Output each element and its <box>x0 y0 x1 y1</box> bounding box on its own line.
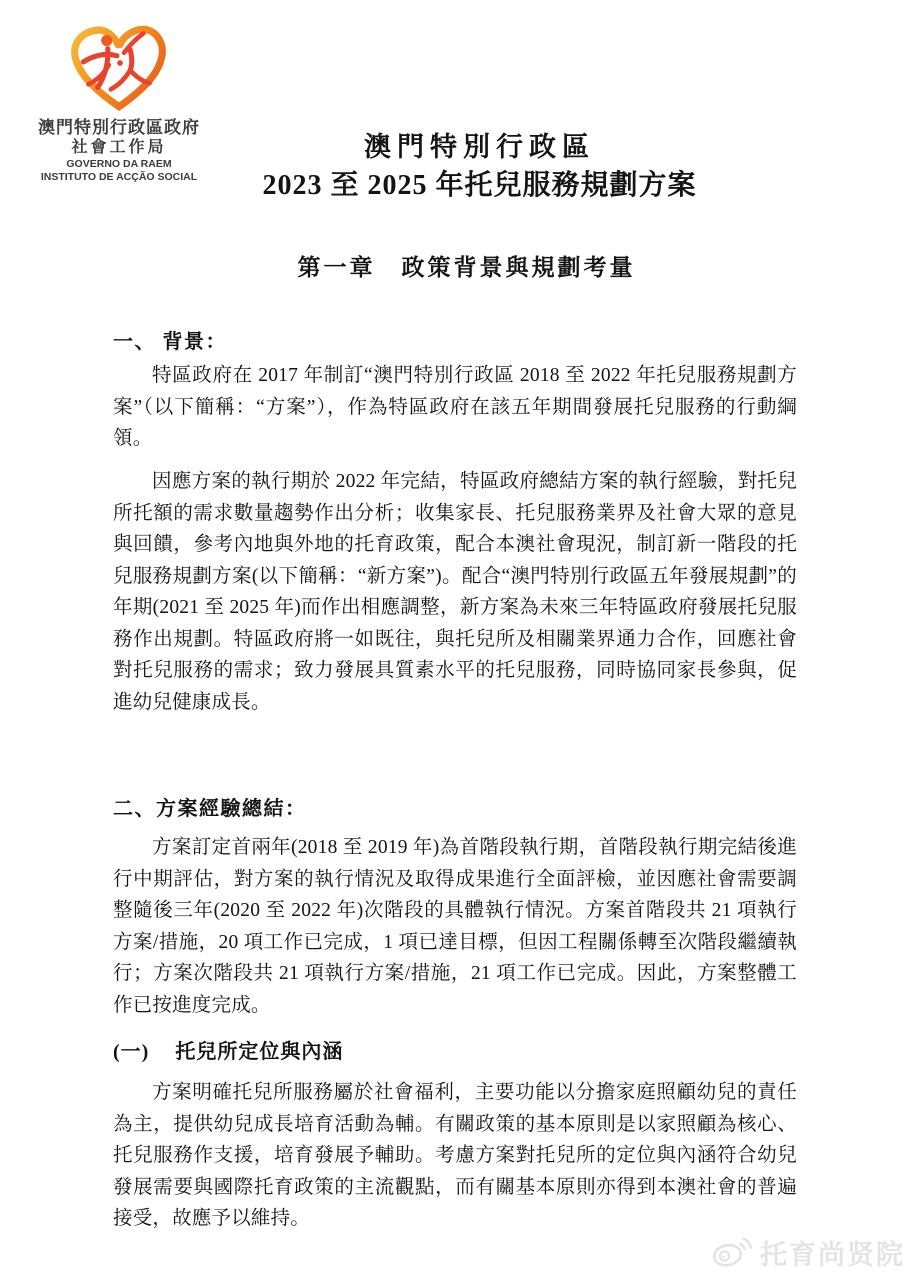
watermark <box>709 1233 905 1272</box>
section-2-heading: 二、方案經驗總結： <box>113 798 307 820</box>
weibo-icon <box>709 1235 753 1271</box>
section-1-paragraph-2: 因應方案的執行期於 2022 年完結，特區政府總結方案的執行經驗，對托兒所托額的需求數量趨勢作出分析；收集家長、托兒服務業界及社會大眾的意見與回饋，參考內地與外地的托育政策，配合本澳社會現況，制訂新一階段的托兒服務規劃方案(以下簡稱：“新方案”)。配合“澳門特別行政區五年發展規劃”的年期(2021 至 2025 年)而作出相應調整，新方案為未來三年特區政府發展托兒服務作出規劃。特區政府將一如既往，與托兒所及相關業界通力合作，回應社會對托兒服務的需求；致力發展具質素水平的托兒服務，同時協同家長參與，促進幼兒健康成長。 <box>113 471 797 713</box>
document-title-line1: 澳門特別行政區 <box>364 132 595 162</box>
agency-name-zh-line1: 澳門特別行政區政府 <box>38 118 200 137</box>
agency-name-pt-line2: INSTITUTO DE ACÇÃO SOCIAL <box>40 171 198 183</box>
section-1-paragraph-1: 特區政府在 2017 年制訂“澳門特別行政區 2018 至 2022 年托兒服務規劃方案”（以下簡稱：“方案”），作為特區政府在該五年期間發展托兒服務的行動綱領。 <box>113 365 797 449</box>
subsection-1-paragraph-1: 方案明確托兒所服務屬於社會福利，主要功能以分擔家庭照顧幼兒的責任為主，提供幼兒成長培育活動為輔。有關政策的基本原則是以家照顧為核心、托兒服務作支援，培育發展予輔助。考慮方案對托兒所的定位與內涵符合幼兒發展需要與國際托育政策的主流觀點，而有關基本原則亦得到本澳社會的普遍接受，故應予以維持。 <box>113 1082 797 1229</box>
subsection-1-title: 托兒所定位與內涵 <box>175 1041 344 1063</box>
agency-name-pt-line1: GOVERNO DA RAEM <box>66 158 172 170</box>
chapter-heading: 第一章 政策背景與規劃考量 <box>297 255 636 280</box>
agency-name-zh-line2: 社會工作局 <box>71 139 167 156</box>
subsection-1-number: (一) <box>113 1041 150 1063</box>
subsection-1-heading <box>113 1035 343 1064</box>
document-title-line2: 2023 至 2025 年托兒服務規劃方案 <box>262 170 697 201</box>
section-2-paragraph-1: 方案訂定首兩年(2018 至 2019 年)為首階段執行期，首階段執行期完結後進行中期評估，對方案的執行情況及取得成果進行全面評檢，並因應社會需要調整隨後三年(2020 至 2022 年)次階段的具體執行情況。方案首階段共 21 項執行方案/措施，20 項工作已完成，1 項已達目標，但因工程關係轉至次階段繼續執行；方案次階段共 21 項執行方案/措施，21 項工作已完成。因此，方案整體工作已按進度完成。 <box>113 837 797 1016</box>
heart-figures-icon <box>63 14 175 118</box>
document-title <box>0 131 911 205</box>
section-1-heading: 一、 背景： <box>113 331 227 353</box>
watermark-text: 托育尚贤院 <box>760 1240 905 1270</box>
